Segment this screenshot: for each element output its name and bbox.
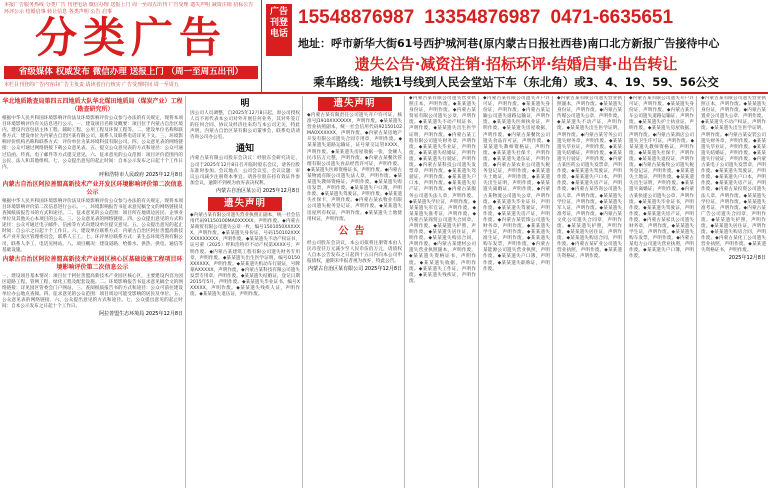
- notice-signature: 阿拉善盟生态环境局 2025年12月8日: [99, 311, 183, 318]
- column-seven: [627, 96, 697, 488]
- phone-list: [298, 4, 766, 32]
- lost-notices-list: ◆内蒙古某有限公司遗失开户许可证，声明作废。◆某某遗失身份证，声明作废。◆内蒙古某运输公司遗失道路运输证，声明作废。◆某某遗失医师执业证，声明作废。◆某某遗失房屋收据，声明作废。◆内蒙古某餐饮公司遗失食品许可证，声明作废。◆某某遗失教师资格证，声明作废。◆某某遗失社保卡，声明作废。◆某某遗失退伍证，声明作废。◆内蒙古某农业公司遗失税务登记证，声明作废。◆某某遗失土地证，声明作废。◆某某遗失出生证明，声明作废。◆某某遗失离婚证，声明作废。◆内蒙古某物流公司遗失公章，声明作废。◆某某遗失毕业证书，声明作废。◆某某遗失驾驶证，声明作废。◆某某遗失房产证，声明作废。◆内蒙古某装饰公司遗失财务章，声明作废。◆某某遗失学生证，声明作废。◆某某遗失准生证，声明作废。◆某某遗失购车发票，声明作废。◆内蒙古某能源公司遗失营业执照，声明作废。◆某某遗失户口簿，声明作废。◆某某遗失职称证，声明作废。: [483, 96, 550, 272]
- column-notices: [0, 96, 186, 488]
- phone-number[interactable]: 0471-6635651: [550, 7, 674, 28]
- notice-heading: 通知: [235, 144, 254, 155]
- page-title: 分类广告: [34, 13, 227, 62]
- lost-notices-list: ◆内蒙古某有限公司遗失营业执照正本，声明作废。◆某某遗失身份证，声明作废。◆内蒙古某贸易有限公司遗失公章，声明作废。◆某某遗失不动产权证书，声明作废。◆某某遗失出生医学证明，声明作废。◆内蒙古某工程有限公司遗失财务章，声明作废。◆某某遗失毕业证，声明作废。◆某某遗失结婚证，声明作废。◆某某遗失行驶证，声明作废。◆内蒙古某科技公司遗失发票章，声明作废。◆某某遗失驾驶证，声明作废。◆某某遗失户口本，声明作废。◆某某遗失房产证，声明作废。◆内蒙古某服务公司遗失法人章，声明作废。◆某某遗失学位证，声明作废。◆某某遗失军官证，声明作废。◆某某遗失准考证，声明作废。◆内蒙古某商贸公司遗失合同章，声明作废。◆某某遗失护照，声明作废。◆某某遗失居住证，声明作废。◆某某遗失购房合同，声明作废。◆内蒙古某建材公司遗失营业执照副本，声明作废。◆某某遗失资格证书，声明作废。◆某某遗失收据，声明作废。◆某某遗失工作证，声明作废。◆某某遗失残疾证，声明作废。: [409, 96, 476, 284]
- phone-number[interactable]: 15548876987: [298, 7, 415, 28]
- office-address: 地址：呼市新华大街61号西护城河巷(原内蒙古日报社西巷)南口北方新报广告接待中心: [298, 37, 720, 50]
- notice-signature: 内蒙古自治区某公司 2025年12月8日: [216, 187, 300, 194]
- column-five: [481, 96, 553, 488]
- announcement-body: 经公司股东会决议，本公司拟将注册资本由人民币壹仟万元减少至人民币伍佰万元，请债权人自本公告发布之日起四十五日内向本公司申报债权，逾期未申报者视为放弃，特此公告。: [307, 240, 402, 264]
- notice-title: 华北地质勘查局第四五四地质大队华北煤田地质局（煤炭产业）工程（勘查研究所）: [2, 98, 183, 113]
- lost-notices-list: ◆内蒙古某有限公司遗失开户许可证，声明作废。◆某某遗失身份证，声明作废。◆内蒙古某汽车公司遗失道路运输证，声明作废。◆某某遗失护士执业证，声明作废。◆某某遗失房屋收据，声明作废。◆内蒙古某酒店公司遗失卫生许可证，声明作废。◆某某遗失教师资格证，声明作废。◆某某遗失社保卡，声明作废。◆某某遗失退役证，声明作废。◆内蒙古某畜牧公司遗失税务登记证，声明作废。◆某某遗失土地证，声明作废。◆某某遗失出生证明，声明作废。◆某某遗失离婚证，声明作废。◆内蒙古某快递公司遗失公章，声明作废。◆某某遗失毕业证书，声明作废。◆某某遗失驾驶证，声明作废。◆某某遗失房产证，声明作废。◆内蒙古某家具公司遗失财务章，声明作废。◆某某遗失学生证，声明作废。◆某某遗失购车发票，声明作废。◆内蒙古某电力公司遗失营业执照，声明作废。◆某某遗失户口簿，声明作废。: [629, 96, 694, 260]
- section-banner-lost: 遗失声明: [208, 197, 282, 211]
- lost-notices-list: ◆内蒙古某有限公司遗失营业执照正副本，统一社会信用代码91150100MA0XXXXX，声明作废。◆内蒙古某商贸有限公司遗失公章一枚，编号1501050XXXXXX，声明作废。◆某某遗失身份证，号码150102XXXXXXXXXXXX，声明作废。◆某某遗失不动产权证书，证号蒙（2025）呼和浩特市不动产权第XXXX号，声明作废。◆内蒙古某建筑工程有限公司遗失财务专用章，声明作废。◆某某遗失出生医学证明，编号O150XXXXXX，声明作废。◆某某遗失机动车行驶证，号牌蒙AXXXXX，声明作废。◆内蒙古某科技有限公司遗失发票专用章，声明作废。◆某某遗失结婚证，登记日期2015年5月，声明作废。◆某某遗失毕业证书，编号XXXXXX，声明作废。◆某某遗失残疾人证，声明作废。◆某某遗失退伍证，声明作废。: [190, 212, 300, 298]
- brand-block: [0, 0, 262, 92]
- column-two: [188, 96, 303, 488]
- classified-header: [0, 0, 768, 92]
- notice-body: 一、建设项目基本情况：项目位于阿拉善盟高新技术产业园区核心区，主要建设内容为园区道路工程、管网工程、绿化工程及配套设施。二、环境影响报告书征求意见稿全文的网络链接：详见园区管委会门户网站。三、查阅纸质报告书的方式和途径：公众可前往建设单位办公地点查阅。四、征求意见的公众范围：项目周边可能受影响的居民及单位。五、公众意见表的网络链接。六、公众提出意见的方式和途径。七、公众提出意见的起止时间：自本公示发布之日起十个工作日。: [2, 273, 183, 310]
- section-banner-announcement: 公告: [338, 225, 371, 237]
- service-list: 遗失公告·减资注销·招标环评·结婚启事·出告转让: [354, 55, 678, 73]
- transit-route: 乘车路线：地铁1号线到人民会堂站下车（东北角）或3、4、19、59、56公交: [313, 75, 719, 89]
- hotline-badge: 广告刊登电话: [266, 4, 292, 56]
- brand-promo-text: 本报广告服务热线 分类广告 刊登电话 微信办理 送报上门 周一至周五出刊 广告受理 遗失声明 减资注销 招标公告 环评公示 结婚启事 转让信息 各类声明 公告 启事: [4, 2, 254, 15]
- notice-body: 因公司人员调整，自2025年12月8日起，原公司授权人员不再代表本公司对外开展任何业务，其对外签订的任何合同、协议及经济往来均与本公司无关，特此声明。内蒙古自治区某有限公司董事会，联系电话请咨询公司办公室。: [190, 111, 300, 141]
- notice-heading: 明: [240, 99, 250, 109]
- column-four: [407, 96, 479, 488]
- lost-notices-list: ◆内蒙古某有限公司遗失营业执照副本，声明作废。◆某某遗失身份证，声明作废。◆内蒙古某传媒公司遗失公章，声明作废。◆某某遗失不动产证，声明作废。◆某某遗失出生医学证明，声明作废。◆内蒙古某劳务公司遗失财务章，声明作废。◆某某遗失毕业证，声明作废。◆某某遗失结婚证，声明作废。◆某某遗失行驶证，声明作废。◆内蒙古某医药公司遗失发票章，声明作废。◆某某遗失驾驶证，声明作废。◆某某遗失户口本，声明作废。◆某某遗失房产证，声明作废。◆内蒙古某咨询公司遗失法人章，声明作废。◆某某遗失学位证，声明作废。◆某某遗失军人证，声明作废。◆某某遗失准考证，声明作废。◆内蒙古某文化公司遗失合同章，声明作废。◆某某遗失护照，声明作废。◆某某遗失居住证，声明作废。◆某某遗失购房合同，声明作废。◆内蒙古某矿业公司遗失营业执照，声明作废。◆某某遗失资格证，声明作废。: [557, 96, 622, 260]
- brand-slogan: 省级媒体 权威发布 微信办理 送报上门 （周一至周五出刊）: [4, 66, 258, 79]
- lost-notices-list: ◆内蒙古某有限公司遗失营业执照正本，声明作废。◆某某遗失身份证，声明作废。◆内蒙古某置业公司遗失公章，声明作废。◆某某遗失不动产权证，声明作废。◆某某遗失出生医学证明，声明作废。◆内蒙古某安装公司遗失财务章，声明作废。◆某某遗失毕业证，声明作废。◆某某遗失结婚证，声明作废。◆某某遗失行驶证，声明作废。◆内蒙古某电子公司遗失发票章，声明作废。◆某某遗失驾驶证，声明作废。◆某某遗失户口本，声明作废。◆某某遗失房产证，声明作废。◆内蒙古某投资公司遗失法人章，声明作废。◆某某遗失学位证，声明作废。◆某某遗失准考证，声明作废。◆内蒙古某广告公司遗失合同章，声明作废。◆某某遗失护照，声明作废。◆某某遗失居住证，声明作废。◆某某遗失购房合同，声明作废。◆内蒙古某化工公司遗失营业执照，声明作废。◆某某遗失资格证书，声明作废。: [701, 96, 766, 254]
- notice-signature: 2025年12月8日: [728, 255, 766, 262]
- column-eight: [699, 96, 768, 488]
- lost-notices-list: ◆内蒙古某有限责任公司遗失开户许可证，核准号J1910XXXXXXX，声明作废。◆某某遗失营业执照副本，统一社会信用代码92150102MA0XXXXXX，声明作废。◆内蒙古某房地产开发有限公司遗失合同专用章，声明作废。◆某某遗失道路运输证，证号蒙交运管XXXX，声明作废。◆某某遗失房屋收据一张，金额人民币伍万元整，声明作废。◆内蒙古某餐饮管理有限公司遗失食品经营许可证，声明作废。◆某某遗失医师资格证书，声明作废。◆内蒙古某物流有限公司遗失法人章，声明作废。◆某某遗失教师资格证，声明作废。◆某某遗失购房发票，声明作废。◆某某遗失户口簿，声明作废。◆某某遗失驾驶证，声明作废。◆某某遗失社保卡，声明作废。◆内蒙古某农牧业有限公司遗失税务登记证，声明作废。◆某某遗失房屋所有权证，声明作废。◆某某遗失土地使用权证，声明作废。: [307, 113, 402, 222]
- notice-signature: 呼和浩特市人民政府 2025年12月8日: [99, 171, 183, 178]
- column-three: [305, 96, 405, 488]
- section-banner-lost: 遗失声明: [318, 97, 392, 111]
- header-divider: [0, 92, 768, 94]
- notice-body: 根据中华人民共和国环境影响评价法及环境影响评价公众参与办法的有关规定，现将本项目环境影响评价第二次信息进行公示。一、环境影响报告书征求意见稿全文的网络链接及查阅纸质报告书的方式和途径。二、征求意见的公众范围：项目所在地周边居民、企事业单位及其他关心本项目的公众。三、公众意见表的网络链接。四、公众提出意见的方式和途径：公众可通过电子邮件、信函等方式向建设单位提交意见。五、公众提出意见的起止时间：自公示之日起十个工作日。六、建设单位联系方式：内蒙古自治区阿拉善盟高新技术产业开发区管理委员会，联系人王工。七、环评单位联系方式：某生态环境咨询有限公司，联系人李工，电话见网站。八、项目概况：建设道路、给排水、供热、供电、通信等基础设施。: [2, 198, 183, 253]
- column-six: [555, 96, 625, 488]
- notice-title: 内蒙古自治区阿拉善盟高新技术产业开发区环境影响评价第二次信息公示: [2, 180, 183, 196]
- notice-body: 根据中华人民共和国环境影响评价法及环境影响评价公众参与办法的有关规定，现将本项目环境影响评价有关信息进行公示。一、建设项目名称及概要：项目位于内蒙古自治区境内，建设内容包括主体工程、辅助工程、公用工程及环保工程等。二、建设单位名称和联系方式：建设单位为内蒙古自治区某有限公司，联系人及联系电话详见下文。三、环境影响评价机构名称和联系方式：评价单位为某环境科技有限公司。四、公众意见表的网络链接：公众可通过网络链接下载公众意见表。五、提交公众意见表的方式和途径：公众可通过信函、传真、电子邮件等方式提交意见。六、征求意见的公众范围：项目评价范围内的公民、法人和其他组织。七、公众提出意见的起止时间：自本公示发布之日起十个工作日内。: [2, 116, 183, 170]
- phone-number[interactable]: 13354876987: [424, 7, 541, 28]
- brand-footnote: 本栏目刊登的广告内容由广告主负责 请读者自行核实 广告受理时间 周一至周五: [4, 82, 179, 88]
- notice-title: 内蒙古自治区阿拉善盟高新技术产业园区核心区基础设施工程项目环境影响评价第二次信息公示: [2, 255, 183, 271]
- announcement-signature: 内蒙古自治区某有限公司 2025年12月8日: [308, 266, 402, 273]
- notice-body: 内蒙古某有限公司股东会决议：经股东会研究决定，公司于2025年12月8日召开临时股东会议，请各位股东准时参加。会议地点：公司会议室。会议议题：审议公司减少注册资本事宜。请各位股东持有效证件参加会议，逾期不到视为放弃表决权利。: [190, 156, 300, 186]
